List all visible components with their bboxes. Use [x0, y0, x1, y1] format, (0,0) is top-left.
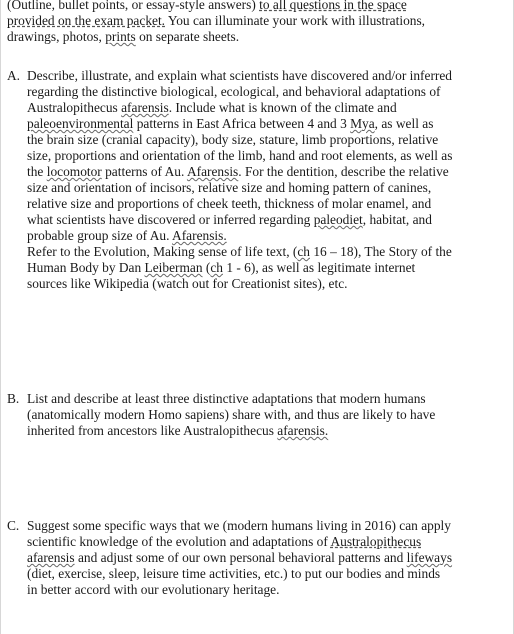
question-line: Describe, illustrate, and explain what scientists have discovered and/or inferred — [27, 68, 453, 83]
question-line — [27, 228, 227, 244]
spellcheck-flagged-word: afarensis — [121, 100, 169, 115]
list-marker: C. — [7, 518, 20, 533]
text-run: and adjust some of our own personal behavioral patterns and — [74, 550, 407, 565]
text-run: Australopithecus — [27, 100, 122, 115]
question-line: in better accord with our evolutionary heritage. — [27, 582, 280, 597]
question-line: Suggest some specific ways that we (modern humans living in 2016) can apply — [27, 518, 451, 533]
text-run: , habitat, and — [362, 212, 432, 227]
text-run: Human Body by Dan — [27, 260, 145, 275]
question-line — [27, 244, 452, 260]
spellcheck-flagged-word: afarensis. — [277, 423, 329, 438]
text-run: the — [27, 164, 47, 179]
question-line — [27, 260, 415, 276]
text-run: . Include what is known of the climate and — [168, 100, 397, 115]
list-marker: A. — [7, 68, 21, 83]
question-line — [27, 550, 452, 566]
question-line: (diet, exercise, sleep, leisure time activities, etc.) to put our bodies and minds — [27, 566, 441, 581]
question-line: size, proportions and orientation of the limb, hand and root elements, as well as — [27, 148, 453, 163]
intro-line — [7, 29, 239, 45]
text-run: what scientists have discovered or inferred regarding — [27, 212, 314, 227]
spellcheck-flagged-word: locomotor — [46, 164, 102, 179]
question-line — [27, 423, 328, 439]
text-run: ( — [202, 260, 211, 275]
text-run: . For the dentition, describe the relative — [238, 164, 449, 179]
text-run: (Outline, bullet points, or essay-style answers) — [7, 0, 260, 12]
text-run: on separate sheets. — [135, 29, 240, 44]
text-run: patterns of Au. — [101, 164, 187, 179]
spellcheck-flagged-word: Leiberman — [144, 260, 203, 275]
spellcheck-flagged-word: ch — [297, 244, 310, 259]
intro-line — [7, 0, 407, 13]
spellcheck-flagged-word: Mya — [350, 116, 375, 131]
spellcheck-flagged-word: afarensis — [27, 550, 75, 565]
question-line: regarding the distinctive biological, ecological, and behavioral adaptations of — [27, 84, 441, 99]
text-run: inherited from ancestors like Australopithecus — [27, 423, 278, 438]
question-line: the brain size (cranial capacity), body size, stature, limb proportions, relative — [27, 132, 439, 147]
question-line — [27, 212, 432, 228]
question-line: relative size and proportions of cheek teeth, thickness of molar enamel, and — [27, 196, 432, 211]
question-line: List and describe at least three distinctive adaptations that modern humans — [27, 391, 426, 406]
text-run: , as well as — [374, 116, 434, 131]
text-run: drawings, photos, — [7, 29, 106, 44]
underlined-text: Australopithecus — [330, 534, 422, 549]
spellcheck-flagged-word: paleoenvironmental — [27, 116, 134, 131]
spellcheck-flagged-word: Afarensis. — [172, 228, 227, 243]
question-line — [27, 534, 421, 550]
text-run: 16 – 18), The Story of the — [310, 244, 452, 259]
question-line — [27, 164, 449, 180]
underlined-text: provided on the exam packet. — [7, 13, 166, 28]
text-run: patterns in East Africa between 4 and 3 — [133, 116, 351, 131]
text-run: scientific knowledge of the evolution and adaptations of — [27, 534, 331, 549]
text-run: 1 - 6), as well as legitimate internet — [222, 260, 416, 275]
spellcheck-flagged-word: lifeways — [406, 550, 453, 565]
question-line — [27, 116, 433, 132]
question-line — [27, 100, 397, 116]
text-run: You can illuminate your work with illustrations, — [165, 13, 426, 28]
spellcheck-flagged-word: ch — [210, 260, 223, 275]
list-marker: B. — [7, 391, 20, 406]
underlined-text: to all questions in the space — [259, 0, 407, 12]
spellcheck-flagged-word: Afarensis — [186, 164, 239, 179]
question-line: size and orientation of incisors, relative size and homing pattern of canines, — [27, 180, 432, 195]
question-line: sources like Wikipedia (watch out for Creationist sites), etc. — [27, 276, 348, 291]
text-run: Refer to the Evolution, Making sense of life text, ( — [27, 244, 298, 259]
spellcheck-flagged-word: paleodiet — [313, 212, 363, 227]
spellcheck-flagged-word: prints — [105, 29, 136, 44]
intro-line — [7, 13, 425, 29]
question-line: (anatomically modern Homo sapiens) share with, and thus are likely to have — [27, 407, 436, 422]
page-left-border — [0, 0, 1, 634]
text-run: probable group size of Au. — [27, 228, 173, 243]
